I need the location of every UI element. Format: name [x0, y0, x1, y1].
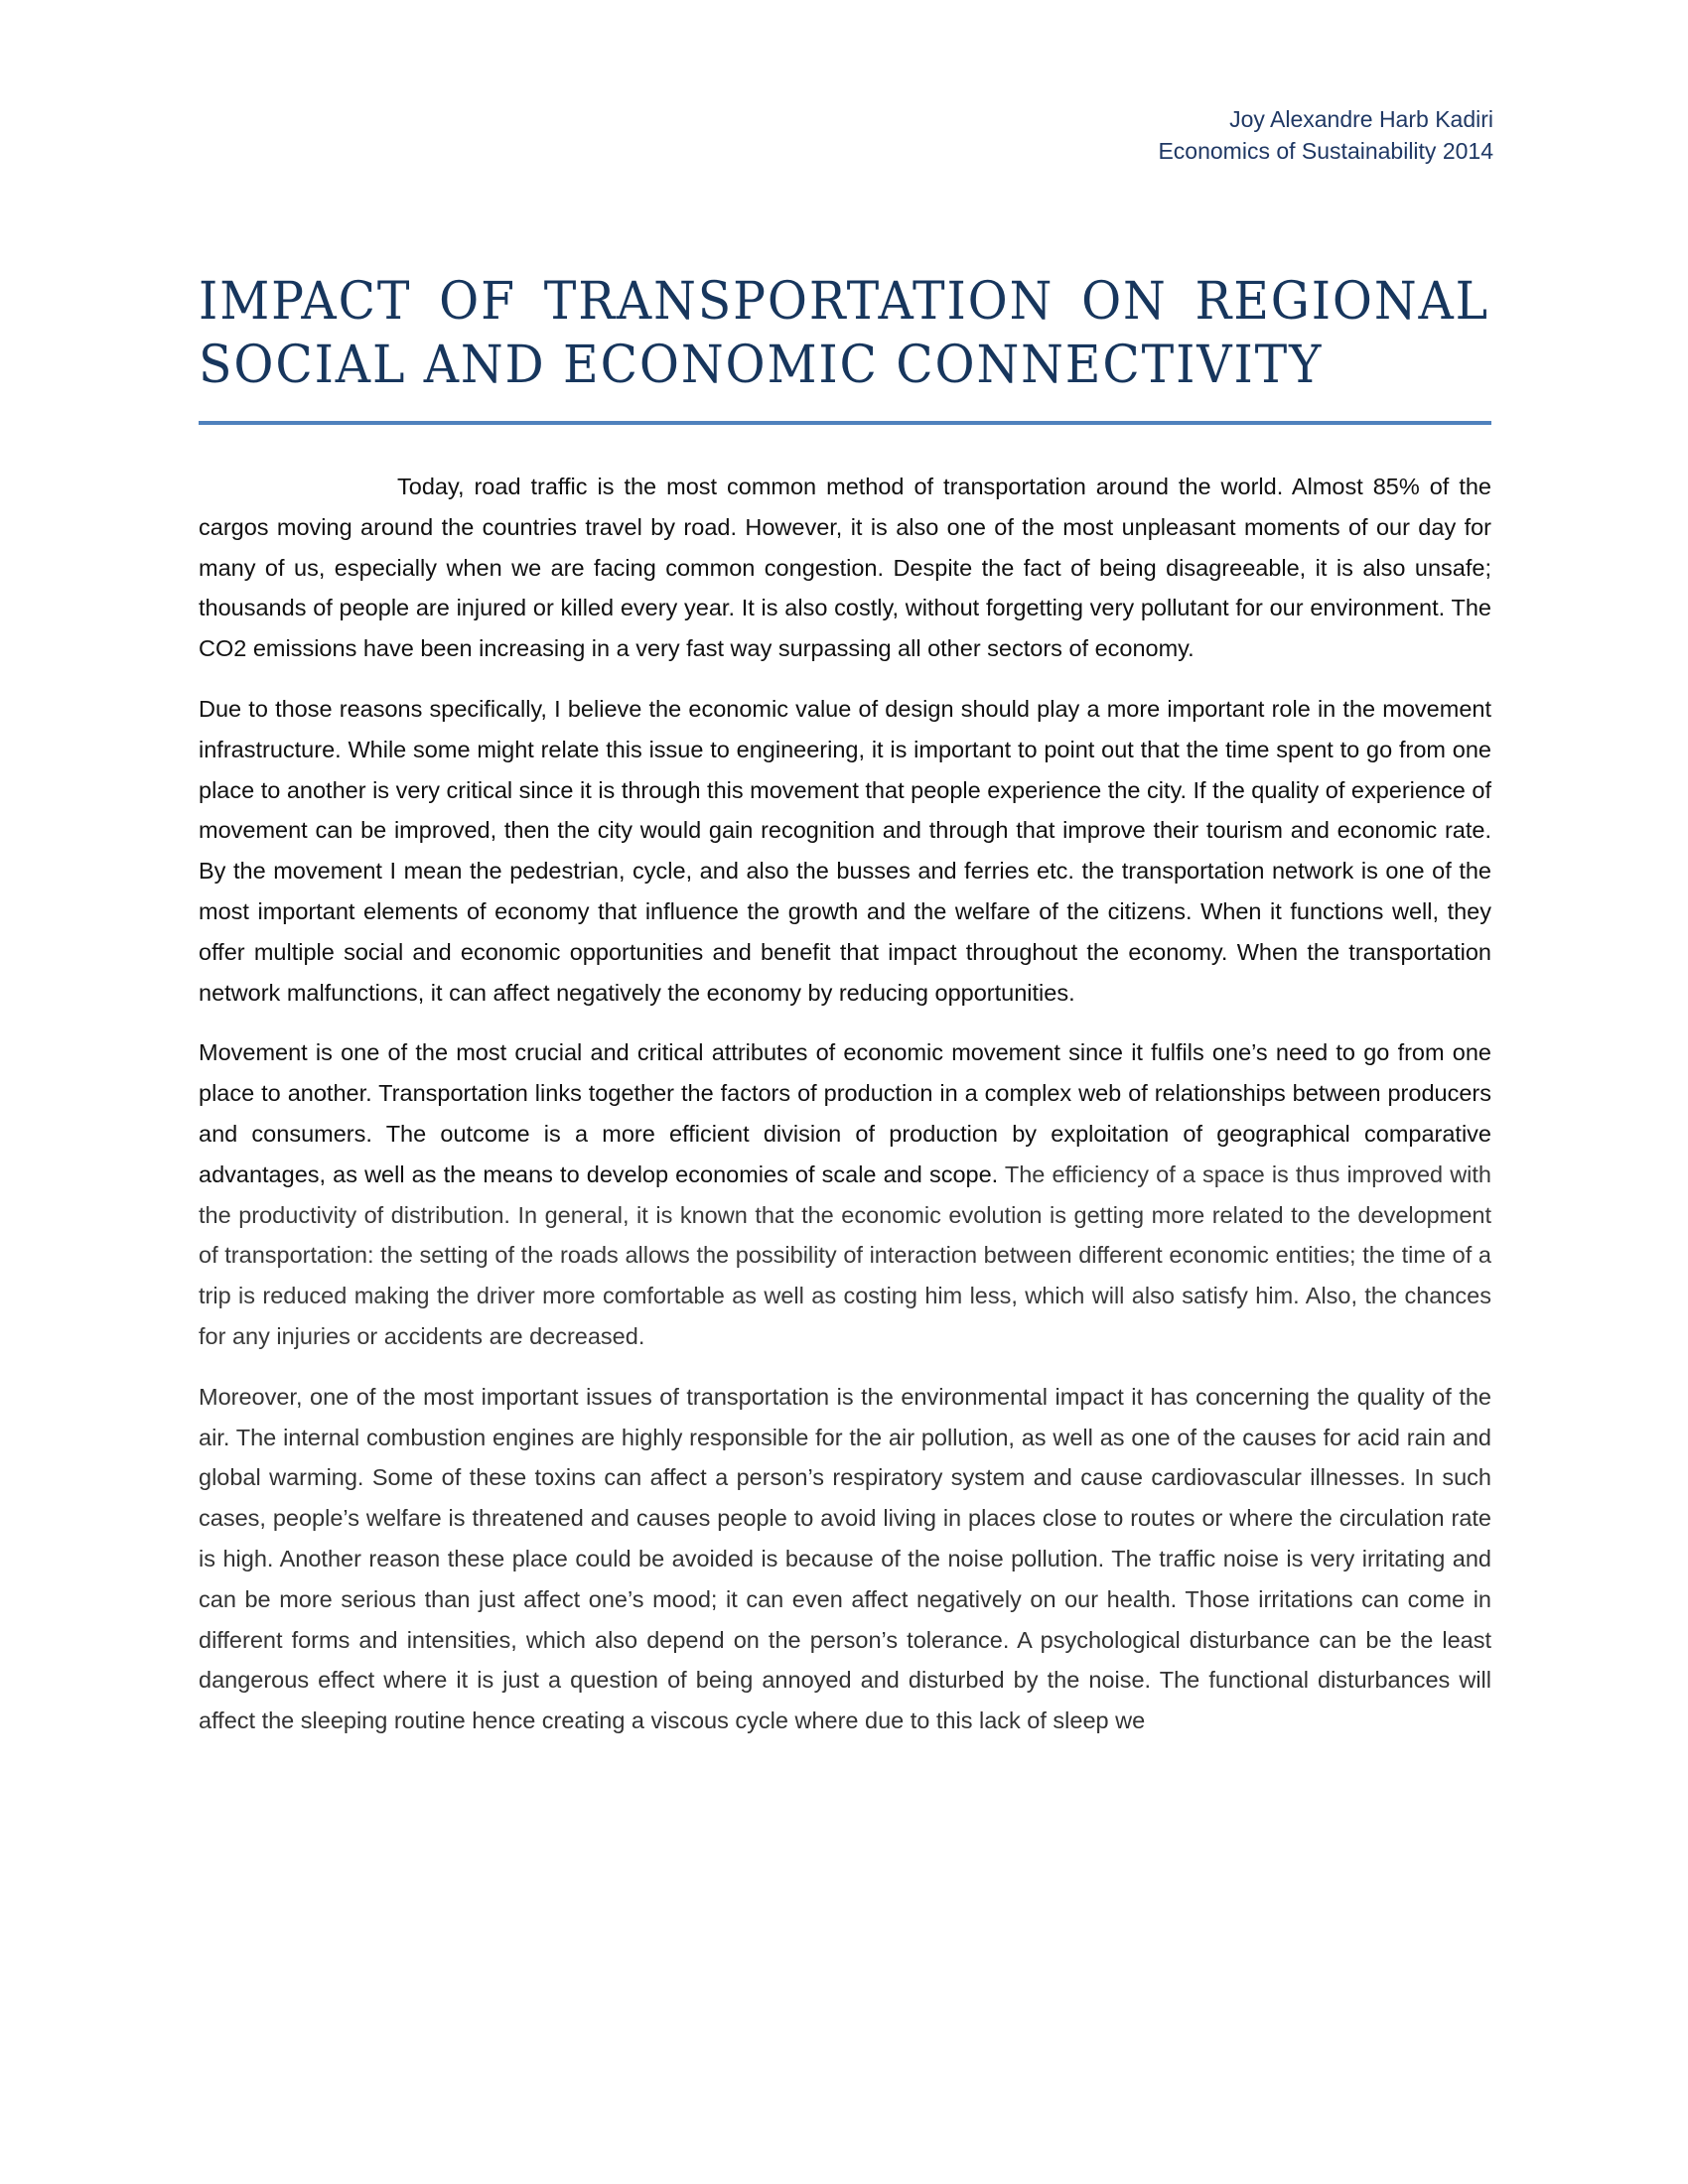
- course-name: Economics of Sustainability 2014: [1158, 138, 1493, 164]
- document-header: [1158, 103, 1493, 167]
- paragraph-3-part-1: Movement is one of the most crucial and critical attributes of economic movement since it fulfils one’s need to go from one place to another. Transportation links together the factors of production in a complex web of relationships between producers and consumers. The outcome is a more efficient division of production by exploitation of geographical comparative advantages, as well as the means to develop economies of scale and scope.: [199, 1039, 1491, 1187]
- paragraph-1: Today, road traffic is the most common method of transportation around the world. Almost 85% of the cargos moving around the countries travel by road. However, it is also one of the most unpleasant moments of our day for many of us, especially when we are facing common congestion. Despite the fact of being disagreeable, it is also unsafe; thousands of people are injured or killed every year. It is also costly, without forgetting very pollutant for our environment. The CO2 emissions have been increasing in a very fast way surpassing all other sectors of economy.: [199, 474, 1491, 662]
- document-title: [199, 270, 1490, 397]
- paragraph-4: Moreover, one of the most important issues of transportation is the environmental impact it has concerning the quality of the air. The internal combustion engines are highly responsible for the air pollution, as well as one of the causes for acid rain and global warming. Some of these toxins can affect a person’s respiratory system and cause cardiovascular illnesses. In such cases, people’s welfare is threatened and causes people to avoid living in places close to routes or where the circulation rate is high. Another reason these place could be avoided is because of the noise pollution. The traffic noise is very irritating and can be more serious than just affect one’s mood; it can even affect negatively on our health. Those irritations can come in different forms and intensities, which also depend on the person’s tolerance. A psychological disturbance can be the least dangerous effect where it is just a question of being annoyed and disturbed by the noise. The functional disturbances will affect the sleeping routine hence creating a viscous cycle where due to this lack of sleep we: [199, 1383, 1491, 1734]
- paragraph-3: [199, 1032, 1491, 1356]
- title-line-1: IMPACT OF TRANSPORTATION ON REGIONAL: [199, 272, 1490, 332]
- paragraph-2: Due to those reasons specifically, I believe the economic value of design should play a more important role in the movement infrastructure. While some might relate this issue to engineering, it is important to point out that the time spent to go from one place to another is very critical since it is through this movement that people experience the city. If the quality of experience of movement can be improved, then the city would gain recognition and through that improve their tourism and economic rate. By the movement I mean the pedestrian, cycle, and also the busses and ferries etc. the transportation network is one of the most important elements of economy that influence the growth and the welfare of the citizens. When it functions well, they offer multiple social and economic opportunities and benefit that impact throughout the economy. When the transportation network malfunctions, it can affect negatively the economy by reducing opportunities.: [199, 695, 1491, 1006]
- title-line-2: SOCIAL AND ECONOMIC CONNECTIVITY: [199, 336, 1324, 395]
- document-body: [199, 467, 1491, 1761]
- title-divider: [199, 421, 1491, 425]
- author-name: Joy Alexandre Harb Kadiri: [1229, 106, 1493, 132]
- paragraph-3-part-2: The efficiency of a space is thus improved with the productivity of distribution. In general, it is known that the economic evolution is getting more related to the development of transportation: the setting of the roads allows the possibility of interaction between different economic entities; the time of a trip is reduced making the driver more comfortable as well as costing him less, which will also satisfy him. Also, the chances for any injuries or accidents are decreased.: [199, 1160, 1492, 1349]
